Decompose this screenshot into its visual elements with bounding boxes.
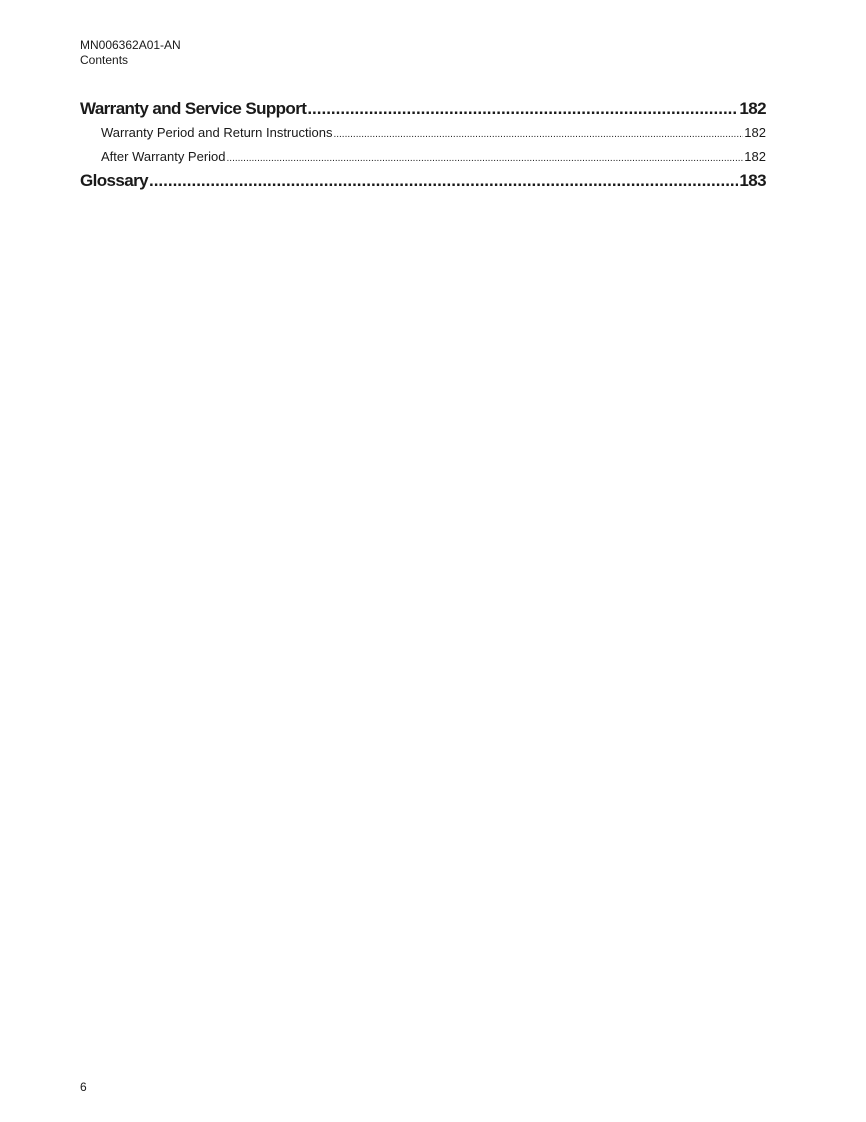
toc-entry-title: After Warranty Period	[101, 145, 226, 169]
toc-dot-leader	[149, 169, 738, 193]
document-id: MN006362A01-AN	[80, 38, 181, 52]
table-of-contents	[80, 97, 766, 193]
toc-entry-title: Warranty Period and Return Instructions	[101, 121, 332, 145]
toc-entry-title: Warranty and Service Support	[80, 97, 306, 121]
toc-entry-title: Glossary	[80, 169, 148, 193]
toc-entry-after-warranty-period[interactable]	[80, 145, 766, 169]
toc-dot-leader	[307, 97, 738, 121]
toc-entry-page: 183	[739, 169, 766, 193]
toc-entry-page: 182	[744, 121, 766, 145]
page-header	[80, 38, 181, 68]
toc-dot-leader	[333, 123, 743, 145]
page-footer	[80, 1080, 87, 1095]
page-number: 6	[80, 1080, 87, 1094]
toc-entry-page: 182	[744, 145, 766, 169]
toc-entry-warranty-period-and-return-instructions[interactable]	[80, 121, 766, 145]
toc-entry-glossary[interactable]	[80, 169, 766, 193]
toc-dot-leader	[227, 147, 744, 169]
toc-entry-warranty-and-service-support[interactable]	[80, 97, 766, 121]
toc-entry-page: 182	[739, 97, 766, 121]
section-title: Contents	[80, 53, 129, 67]
